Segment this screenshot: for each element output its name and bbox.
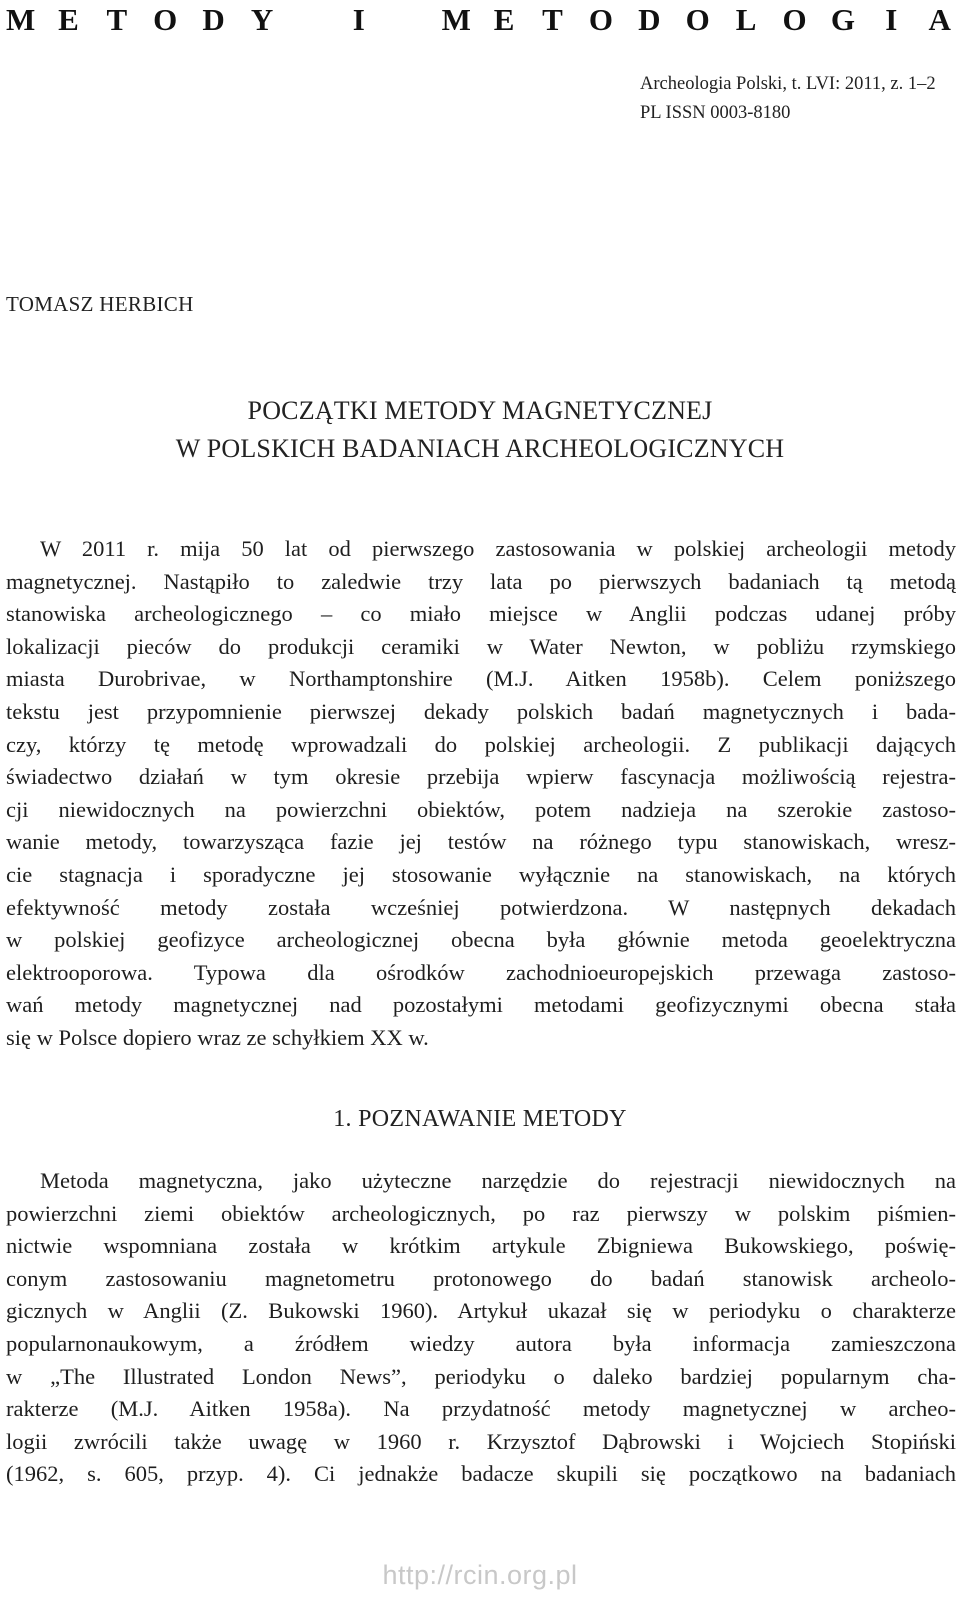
abstract: [6, 533, 956, 1055]
header-letter: Y: [250, 2, 274, 37]
body-line: nictwie wspomniana została w krótkim artykule Zbigniewa Bukowskiego, poświę-: [6, 1233, 956, 1259]
header-letter: O: [685, 2, 710, 37]
abstract-line: się w Polsce dopiero wraz ze schyłkiem XX w.: [6, 1024, 429, 1050]
journal-info: [640, 70, 936, 128]
body-line: (1962, s. 605, przyp. 4). Ci jednakże badacze skupili się początkowo na badaniach: [6, 1461, 956, 1487]
abstract-line: magnetycznej. Nastąpiło to zaledwie trzy lata po pierwszych badaniach tą metodą: [6, 568, 956, 594]
header-letter: O: [782, 2, 807, 37]
body-line: popularnonaukowym, a źródłem wiedzy autora była informacja zamieszczona: [6, 1330, 956, 1356]
header-letter: E: [493, 2, 515, 37]
abstract-line: cji niewidocznych na powierzchni obiektów, potem nadzieja na szerokie zastoso-: [6, 796, 956, 822]
header-letter: D: [638, 2, 661, 37]
abstract-line: czy, którzy tę metodę wprowadzali do polskiej archeologii. Z publikacji dających: [6, 731, 956, 757]
header-letter: M: [441, 2, 471, 37]
header-letter: T: [106, 2, 128, 37]
header-letter: T: [542, 2, 563, 37]
header-letter: I: [885, 2, 898, 37]
abstract-line: tekstu jest przypomnienie pierwszej dekady polskich badań magnetycznych i bada-: [6, 698, 956, 724]
header-letter: E: [58, 2, 79, 37]
header-letter: O: [153, 2, 178, 37]
body-line: powierzchni ziemi obiektów archeologicznych, po raz pierwszy w polskim piśmien-: [6, 1200, 956, 1226]
body-line: logii zwrócili także uwagę w 1960 r. Krzysztof Dąbrowski i Wojciech Stopiński: [6, 1428, 956, 1454]
body-line: Metoda magnetyczna, jako użyteczne narzędzie do rejestracji niewidocznych na: [40, 1168, 956, 1193]
journal-citation: Archeologia Polski, t. LVI: 2011, z. 1–2: [640, 74, 936, 94]
abstract-line: W 2011 r. mija 50 lat od pierwszego zastosowania w polskiej archeologii metody: [40, 536, 956, 561]
journal-issn: PL ISSN 0003-8180: [640, 103, 791, 123]
header-letter: L: [735, 2, 757, 37]
header-letter: D: [202, 2, 225, 37]
header-letter: M: [6, 2, 36, 37]
header-letter: I: [352, 2, 365, 37]
body-line: gicznych w Anglii (Z. Bukowski 1960). Artykuł ukazał się w periodyku o charakterze: [6, 1298, 956, 1324]
body-paragraph: [6, 1165, 956, 1491]
body-line: conym zastosowaniu magnetometru protonowego do badań stanowisk archeolo-: [6, 1265, 956, 1291]
abstract-line: elektrooporowa. Typowa dla ośrodków zachodnioeuropejskich przewaga zastoso-: [6, 959, 956, 985]
section-header: [6, 0, 954, 40]
section-heading: 1. POZNAWANIE METODY: [333, 1106, 627, 1132]
header-letter: A: [928, 2, 951, 37]
abstract-line: świadectwo działań w tym okresie przebija wpierw fascynacja możliwością rejestra-: [6, 764, 956, 790]
abstract-line: wanie metody, towarzysząca fazie jej testów na różnego typu stanowiskach, wresz-: [6, 829, 956, 855]
title-line: POCZĄTKI METODY MAGNETYCZNEJ: [247, 396, 713, 425]
abstract-line: efektywność metody została wcześniej potwierdzona. W następnych dekadach: [6, 894, 956, 920]
abstract-line: wań metody magnetycznej nad pozostałymi metodami geofizycznymi obecna stała: [6, 992, 956, 1018]
watermark-url: http://rcin.org.pl: [382, 1560, 578, 1590]
author-name: TOMASZ HERBICH: [6, 292, 194, 316]
article-title: [0, 392, 960, 468]
header-letter: O: [588, 2, 613, 37]
title-line: W POLSKICH BADANIACH ARCHEOLOGICZNYCH: [175, 434, 785, 463]
abstract-line: stanowiska archeologicznego – co miało miejsce w Anglii podczas udanej próby: [6, 601, 956, 627]
abstract-line: w polskiej geofizyce archeologicznej obecna była głównie metoda geoelektryczna: [6, 927, 956, 953]
abstract-line: lokalizacji pieców do produkcji ceramiki w Water Newton, w pobliżu rzymskiego: [6, 633, 956, 659]
abstract-line: miasta Durobrivae, w Northamptonshire (M.J. Aitken 1958b). Celem poniższego: [6, 666, 956, 692]
body-line: w „The Illustrated London News”, periodyku o daleko bardziej popularnym cha-: [6, 1363, 956, 1389]
abstract-line: cie stagnacja i sporadyczne jej stosowanie wyłącznie na stanowiskach, na których: [6, 861, 956, 887]
header-letter: G: [830, 2, 855, 37]
body-line: rakterze (M.J. Aitken 1958a). Na przydatność metody magnetycznej w archeo-: [6, 1396, 956, 1422]
